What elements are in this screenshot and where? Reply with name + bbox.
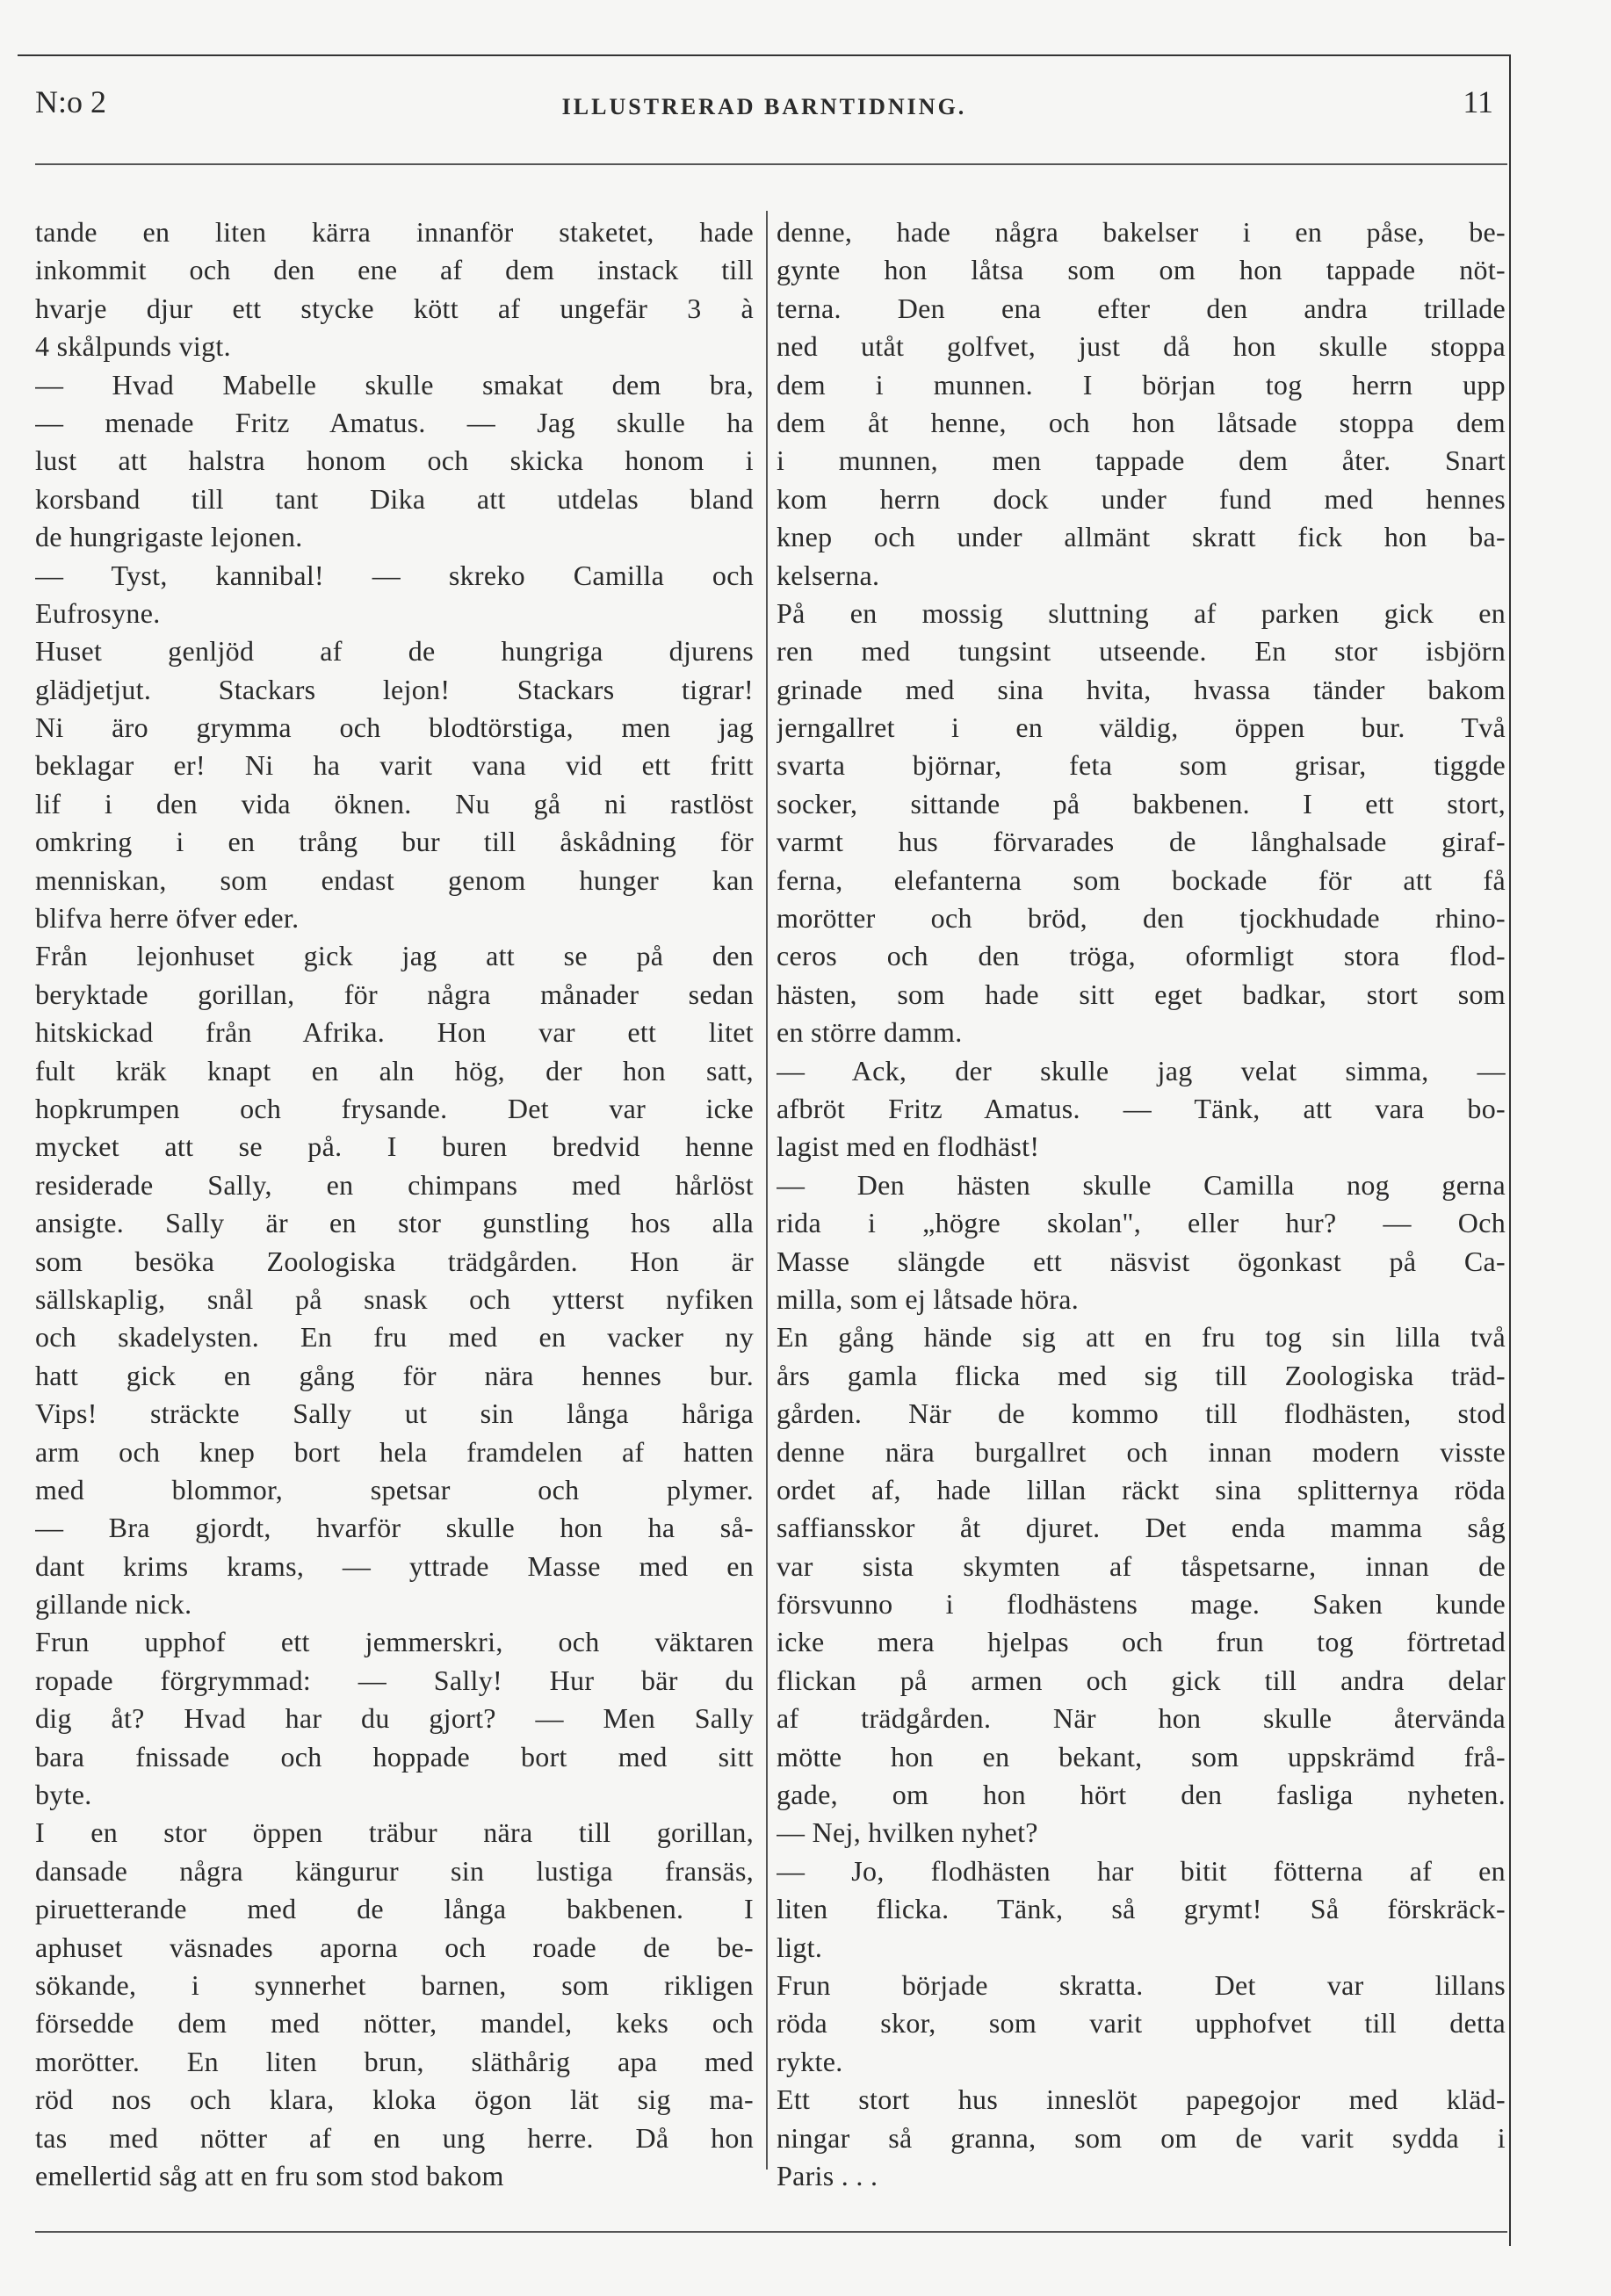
text-line: kom herrn dock under fund med hennes <box>777 482 1506 515</box>
text-line: flickan på armen och gick till andra delar <box>777 1664 1506 1696</box>
text-line: kelserna. <box>777 559 880 591</box>
publication-title: ILLUSTRERAD BARNTIDNING. <box>561 94 967 119</box>
text-line: beryktade gorillan, för några månader sedan <box>35 978 754 1010</box>
text-line: liten flicka. Tänk, så grymt! Så förskräck- <box>777 1893 1506 1925</box>
footer-rule <box>35 2231 1507 2233</box>
text-line: Ett stort hus inneslöt papegojor med kläd- <box>777 2083 1506 2116</box>
column-divider <box>766 211 768 2170</box>
text-line: hästen, som hade sitt eget badkar, stort som <box>777 978 1506 1010</box>
text-line: försedde dem med nötter, mandel, keks och <box>35 2007 754 2040</box>
text-line: Frun började skratta. Det var lillans <box>777 1968 1506 2001</box>
text-line: — Ack, der skulle jag velat simma, — <box>777 1054 1506 1087</box>
text-line: tande en liten kärra innanför staketet, hade <box>35 216 754 248</box>
text-line: försvunno i flodhästens mage. Saken kunde <box>777 1588 1506 1621</box>
text-line: varmt hus förvarades de långhalsade giraf- <box>777 826 1506 858</box>
text-line: — Tyst, kannibal! — skreko Camilla och <box>35 559 754 591</box>
text-line: tas med nötter af en ung herre. Då hon <box>35 2121 754 2154</box>
text-line: ceros och den tröga, oformligt stora flod- <box>777 940 1506 972</box>
text-line: Paris . . . <box>777 2159 878 2191</box>
text-line: i munnen, men tappade dem åter. Snart <box>777 444 1506 477</box>
text-line: På en mossig sluttning af parken gick en <box>777 596 1506 629</box>
text-line: af trädgården. När hon skulle återvända <box>777 1702 1506 1735</box>
text-line: hitskickad från Afrika. Hon var ett litet <box>35 1016 754 1049</box>
text-line: dem åt henne, och hon låtsade stoppa dem <box>777 406 1506 438</box>
text-line: gynte hon låtsa som om hon tappade nöt- <box>777 254 1506 286</box>
text-line: afbröt Fritz Amatus. — Tänk, att vara bo- <box>777 1092 1506 1124</box>
text-line: Huset genljöd af de hungriga djurens <box>35 635 754 668</box>
issue-number: N:o 2 <box>35 84 106 119</box>
text-line: lagist med en flodhäst! <box>777 1130 1040 1163</box>
text-line: Frun upphof ett jemmerskri, och väktaren <box>35 1626 754 1658</box>
text-line: ren med tungsint utseende. En stor isbjörn <box>777 635 1506 668</box>
text-line: rykte. <box>777 2045 843 2077</box>
text-line: dig åt? Hvad har du gjort? — Men Sally <box>35 1702 754 1735</box>
right-column <box>777 213 1506 2195</box>
text-line: blifva herre öfver eder. <box>35 902 300 935</box>
text-line: inkommit och den ene af dem instack till <box>35 254 754 286</box>
text-line: morötter och bröd, den tjockhudade rhino- <box>777 902 1506 935</box>
text-line: glädjetjut. Stackars lejon! Stackars tigrar! <box>35 673 754 705</box>
text-line: — Hvad Mabelle skulle smakat dem bra, <box>35 368 754 401</box>
text-line: rida i „högre skolan", eller hur? — Och <box>777 1207 1506 1239</box>
text-line: ropade förgrymmad: — Sally! Hur bär du <box>35 1664 754 1696</box>
text-line: gillande nick. <box>35 1588 192 1621</box>
left-column <box>35 213 754 2195</box>
text-line: saffiansskor åt djuret. Det enda mamma såg <box>777 1512 1506 1544</box>
text-line: sökande, i synnerhet barnen, som rikligen <box>35 1968 754 2001</box>
text-line: mycket att se på. I buren bredvid henne <box>35 1130 754 1163</box>
text-line: ansigte. Sally är en stor gunstling hos alla <box>35 1207 754 1239</box>
text-line: fult kräk knapt en aln hög, der hon satt, <box>35 1054 754 1087</box>
text-line: dem i munnen. I början tog herrn upp <box>777 368 1506 401</box>
text-line: Ni äro grymma och blodtörstiga, men jag <box>35 711 754 744</box>
text-line: aphuset väsnades aporna och roade de be- <box>35 1931 754 1963</box>
text-line: menniskan, som endast genom hunger kan <box>35 863 754 896</box>
text-line: svarta björnar, feta som grisar, tiggde <box>777 749 1506 782</box>
page-header <box>35 83 1493 136</box>
right-border-rule <box>1509 54 1511 2246</box>
text-line: grinade med sina hvita, hvassa tänder bakom <box>777 673 1506 705</box>
text-line: lust att halstra honom och skicka honom i <box>35 444 754 477</box>
text-line: Eufrosyne. <box>35 596 161 629</box>
text-line: piruetterande med de långa bakbenen. I <box>35 1893 754 1925</box>
text-line: denne, hade några bakelser i en påse, be- <box>777 216 1506 248</box>
text-line: röd nos och klara, kloka ögon lät sig ma- <box>35 2083 754 2116</box>
text-line: — Nej, hvilken nyhet? <box>777 1816 1038 1849</box>
text-line: års gamla flicka med sig till Zoologiska träd- <box>777 1359 1506 1391</box>
text-line: emellertid såg att en fru som stod bakom <box>35 2159 504 2191</box>
text-line: ferna, elefanterna som bockade för att få <box>777 863 1506 896</box>
text-line: hopkrumpen och frysande. Det var icke <box>35 1092 754 1124</box>
text-line: ningar så granna, som om de varit sydda i <box>777 2121 1506 2154</box>
text-line: gade, om hon hört den fasliga nyheten. <box>777 1779 1506 1811</box>
text-line: morötter. En liten brun, släthårig apa med <box>35 2045 754 2077</box>
text-line: denne nära burgallret och innan modern visste <box>777 1435 1506 1468</box>
text-line: som besöka Zoologiska trädgården. Hon är <box>35 1245 754 1277</box>
text-line: arm och knep bort hela framdelen af hatten <box>35 1435 754 1468</box>
text-line: knep och under allmänt skratt fick hon ba- <box>777 521 1506 553</box>
text-line: Från lejonhuset gick jag att se på den <box>35 940 754 972</box>
text-line: jerngallret i en väldig, öppen bur. Två <box>777 711 1506 744</box>
text-line: sällskaplig, snål på snask och ytterst nyfiken <box>35 1282 754 1315</box>
text-line: bara fnissade och hoppade bort med sitt <box>35 1740 754 1773</box>
text-line: residerade Sally, en chimpans med hårlöst <box>35 1168 754 1201</box>
text-line: icke mera hjelpas och frun tog förtretad <box>777 1626 1506 1658</box>
text-line: byte. <box>35 1779 92 1811</box>
text-line: Masse slängde ett näsvist ögonkast på Ca- <box>777 1245 1506 1277</box>
text-line: med blommor, spetsar och plymer. <box>35 1473 754 1505</box>
text-line: I en stor öppen träbur nära till gorillan, <box>35 1816 754 1849</box>
text-line: terna. Den ena efter den andra trillade <box>777 292 1506 324</box>
header-rule <box>35 163 1507 165</box>
text-line: en större damm. <box>777 1016 963 1049</box>
text-line: socker, sittande på bakbenen. I ett stort, <box>777 787 1506 819</box>
text-line: — Bra gjordt, hvarför skulle hon ha så- <box>35 1512 754 1544</box>
text-line: — Den hästen skulle Camilla nog gerna <box>777 1168 1506 1201</box>
text-line: omkring i en trång bur till åskådning för <box>35 826 754 858</box>
text-line: och skadelysten. En fru med en vacker ny <box>35 1321 754 1354</box>
text-line: beklagar er! Ni ha varit vana vid ett fritt <box>35 749 754 782</box>
page-number: 11 <box>1463 84 1493 119</box>
text-line: ordet af, hade lillan räckt sina splitternya röda <box>777 1473 1506 1505</box>
text-line: hatt gick en gång för nära hennes bur. <box>35 1359 754 1391</box>
text-line: milla, som ej låtsade höra. <box>777 1282 1080 1315</box>
text-line: En gång hände sig att en fru tog sin lilla två <box>777 1321 1506 1354</box>
text-line: korsband till tant Dika att utdelas bland <box>35 482 754 515</box>
text-line: röda skor, som varit upphofvet till detta <box>777 2007 1506 2040</box>
text-line: Vips! sträckte Sally ut sin långa håriga <box>35 1397 754 1430</box>
top-border-rule <box>18 54 1511 56</box>
text-line: — Jo, flodhästen har bitit fötterna af en <box>777 1854 1506 1887</box>
text-line: dansade några kängurur sin lustiga fransäs, <box>35 1854 754 1887</box>
text-line: var sista skymten af tåspetsarne, innan de <box>777 1549 1506 1582</box>
text-line: ned utåt golfvet, just då hon skulle stoppa <box>777 330 1506 363</box>
text-line: ligt. <box>777 1931 823 1963</box>
text-line: 4 skålpunds vigt. <box>35 330 231 363</box>
text-line: dant krims krams, — yttrade Masse med en <box>35 1549 754 1582</box>
text-line: gården. När de kommo till flodhästen, stod <box>777 1397 1506 1430</box>
text-line: hvarje djur ett stycke kött af ungefär 3 à <box>35 292 754 324</box>
text-line: — menade Fritz Amatus. — Jag skulle ha <box>35 406 754 438</box>
text-line: de hungrigaste lejonen. <box>35 521 303 553</box>
text-line: lif i den vida öknen. Nu gå ni rastlöst <box>35 787 754 819</box>
text-line: mötte hon en bekant, som uppskrämd frå- <box>777 1740 1506 1773</box>
